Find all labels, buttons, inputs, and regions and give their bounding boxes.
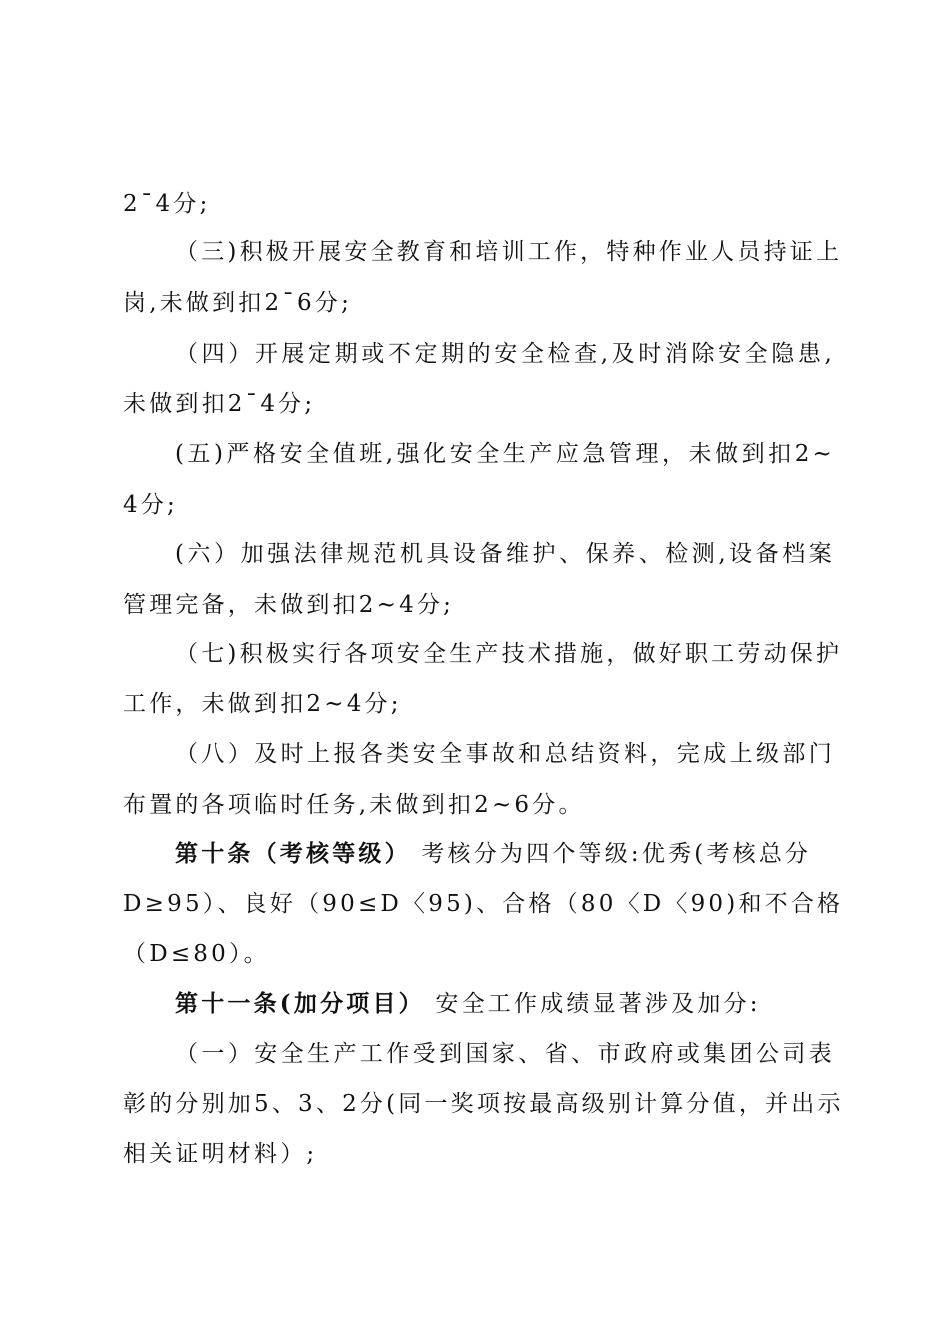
text-line: 4分; (123, 492, 178, 518)
article-11-text: 安全工作成绩显著涉及加分: (435, 991, 761, 1017)
article-11-item-1-line-2: 彰的分别加5、3、2分(同一奖项按最高级别计算分值，并出示 (123, 1091, 844, 1117)
text-line: （四）开展定期或不定期的安全检查,及时消除安全隐患, (175, 341, 835, 367)
text-line: (六）加强法律规范机具设备维护、保养、检测,设备档案 (175, 541, 835, 567)
article-11-item-1-line-3: 相关证明材料）; (123, 1141, 318, 1167)
article-10-text: 考核分为四个等级:优秀(考核总分 (421, 841, 812, 867)
article-10-line-3: （D≤80）。 (123, 941, 270, 967)
article-10-heading: 第十条（考核等级） (175, 840, 411, 867)
article-10-line-2: D≥95）、良好（90≤D〈95)、合格（80〈D〈90)和不合格 (123, 891, 844, 917)
article-11-item-1-line-1: （一）安全生产工作受到国家、省、市政府或集团公司表 (175, 1041, 835, 1067)
text-line: 2¯4分; (123, 191, 211, 217)
text-line: 工作，未做到扣2~4分; (123, 691, 402, 717)
article-11-line (175, 988, 835, 1020)
article-11-heading: 第十一条(加分项目） (175, 990, 425, 1017)
text-line: 管理完备，未做到扣2~4分; (123, 592, 455, 618)
text-line: （八）及时上报各类安全事故和总结资料，完成上级部门 (175, 741, 835, 767)
text-line: 未做到扣2¯4分; (123, 391, 316, 417)
text-line: （三)积极开展安全教育和培训工作，特种作业人员持证上 (175, 239, 843, 265)
text-line: 布置的各项临时任务,未做到扣2~6分。 (123, 792, 585, 818)
text-line: （七)积极实行各项安全生产技术措施，做好职工劳动保护 (175, 641, 843, 667)
text-line: 岗,未做到扣2¯6分; (123, 290, 353, 316)
text-line: (五)严格安全值班,强化安全生产应急管理，未做到扣2~ (175, 441, 835, 467)
article-10-line (175, 838, 835, 870)
